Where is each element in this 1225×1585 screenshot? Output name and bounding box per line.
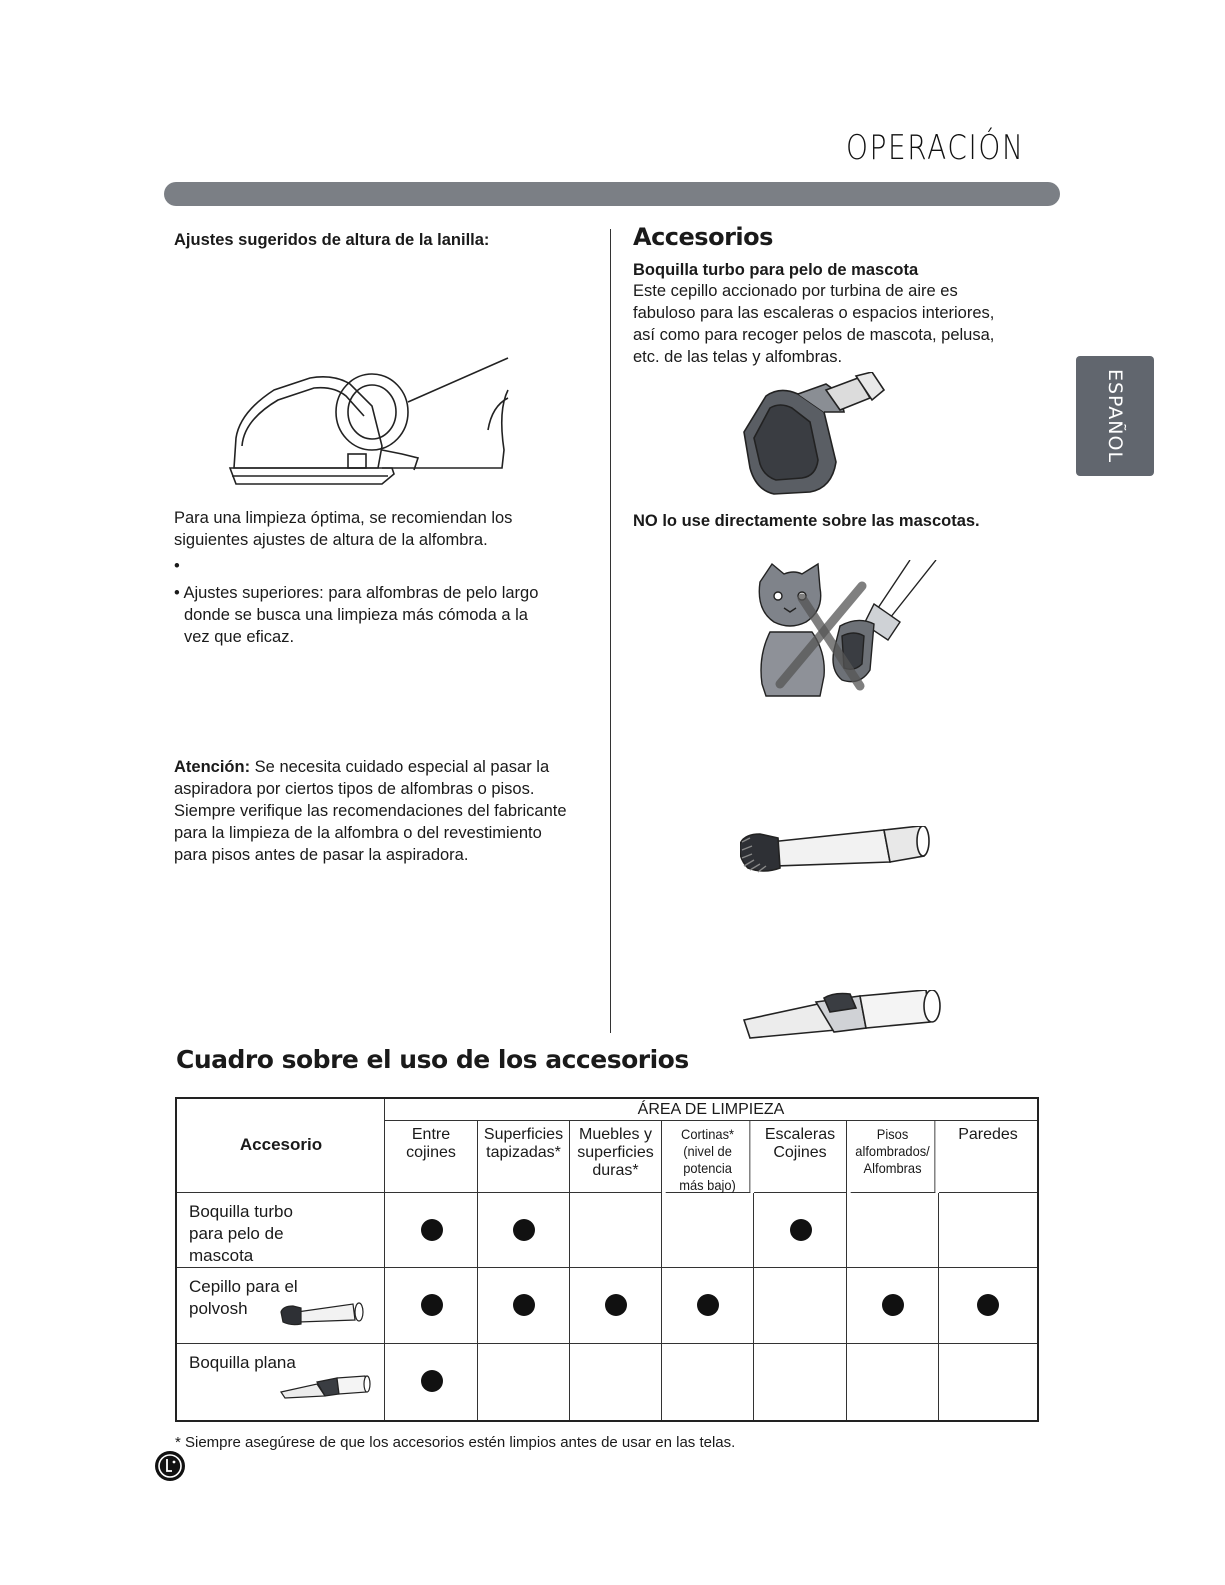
- column-header-0-l1: Entre: [411, 1126, 451, 1143]
- column-header-3-l1: Cortinas*: [681, 1126, 735, 1142]
- table-cell-2-0: [385, 1344, 478, 1420]
- table-row-label-2: [177, 1344, 385, 1420]
- usage-mark-icon: [421, 1294, 443, 1316]
- column-header-5-l2: alfombrados/: [855, 1143, 930, 1159]
- row-2-label-l1: Boquilla plana: [189, 1353, 296, 1372]
- table-cell-0-0: [385, 1193, 478, 1268]
- lg-logo-icon: [155, 1451, 185, 1481]
- turbo-desc-2: fabuloso para las escaleras o espacios interiores,: [633, 304, 995, 322]
- attention-line-1: [174, 756, 549, 778]
- table-cell-1-5: [847, 1268, 939, 1344]
- table-cell-2-4: [754, 1344, 847, 1420]
- table-row-label-1: [177, 1268, 385, 1344]
- attention-line-3: Siempre verifique las recomendaciones del fabricante: [174, 802, 567, 820]
- column-header-1-l2: tapizadas*: [486, 1144, 561, 1161]
- pet-warning: NO lo use directamente sobre las mascotas.: [633, 512, 980, 530]
- table-cell-2-5: [847, 1344, 939, 1420]
- row-0-label-l3: mascota: [189, 1246, 254, 1265]
- column-header-0: [385, 1121, 478, 1193]
- table-cell-0-6: [939, 1193, 1037, 1268]
- table-cell-0-1: [478, 1193, 570, 1268]
- usage-mark-icon: [513, 1219, 535, 1241]
- usage-mark-icon: [513, 1294, 535, 1316]
- row-1-label-l2: polvosh: [189, 1299, 248, 1318]
- accessories-heading: Accesorios: [633, 223, 773, 251]
- row-0-label-l2: para pelo de: [189, 1224, 284, 1243]
- column-header-6-l1: Paredes: [958, 1126, 1018, 1143]
- column-header-5: [851, 1121, 936, 1193]
- attention-line-5: para pisos antes de pasar la aspiradora.: [174, 846, 469, 864]
- dusting-brush-thumb-icon: [279, 1300, 371, 1326]
- table-cell-1-0: [385, 1268, 478, 1344]
- table-cell-0-4: [754, 1193, 847, 1268]
- column-header-3: [666, 1121, 751, 1193]
- turbo-desc-3: así como para recoger pelos de mascota, pelusa,: [633, 326, 995, 344]
- recommend-line-1: Para una limpieza óptima, se recomiendan los: [174, 509, 513, 527]
- accessory-usage-table: [175, 1097, 1039, 1422]
- table-cell-2-3: [662, 1344, 754, 1420]
- area-header-cell: [385, 1099, 1037, 1121]
- turbo-brush-illustration: [740, 372, 888, 502]
- usage-mark-icon: [697, 1294, 719, 1316]
- table-row-label-0: [177, 1193, 385, 1268]
- column-header-2: [570, 1121, 662, 1193]
- column-header-4-l1: Escaleras: [764, 1126, 836, 1143]
- column-header-2-l2: superficies: [577, 1144, 654, 1161]
- column-header-3-l3: más bajo): [679, 1177, 736, 1193]
- cat-crossed-out-illustration: [750, 560, 946, 700]
- recommend-line-2: siguientes ajustes de altura de la alfombra.: [174, 531, 488, 549]
- attention-text-1: Se necesita cuidado especial al pasar la: [250, 758, 550, 776]
- row-0-label-l1: Boquilla turbo: [189, 1202, 293, 1221]
- carpet-height-heading: Ajustes sugeridos de altura de la lanilla:: [174, 231, 490, 249]
- column-header-5-l3: Alfombras: [863, 1160, 922, 1176]
- turbo-desc-4: etc. de las telas y alfombras.: [633, 348, 843, 366]
- row-1-label-l1: Cepillo para el: [189, 1277, 298, 1296]
- dusting-brush-illustration: [740, 826, 932, 876]
- page-title: OPERACIÓN: [846, 128, 1025, 168]
- column-header-1: [478, 1121, 570, 1193]
- bullet-upper-line-3: vez que eficaz.: [184, 628, 295, 646]
- table-footnote: * Siempre asegúrese de que los accesorios estén limpios antes de usar en las telas.: [175, 1434, 736, 1451]
- column-header-0-l2: cojines: [406, 1144, 456, 1161]
- table-heading: Cuadro sobre el uso de los accesorios: [176, 1045, 689, 1074]
- column-header-3-l2: (nivel de potencia: [683, 1143, 732, 1176]
- table-cell-2-6: [939, 1344, 1037, 1420]
- table-cell-1-4: [754, 1268, 847, 1344]
- usage-mark-icon: [882, 1294, 904, 1316]
- usage-mark-icon: [421, 1219, 443, 1241]
- usage-mark-icon: [421, 1370, 443, 1392]
- usage-mark-icon: [605, 1294, 627, 1316]
- carpet-nozzle-illustration: [222, 350, 518, 490]
- area-header: ÁREA DE LIMPIEZA: [637, 1101, 785, 1118]
- table-cell-1-6: [939, 1268, 1037, 1344]
- table-cell-2-2: [570, 1344, 662, 1420]
- table-cell-0-2: [570, 1193, 662, 1268]
- usage-mark-icon: [977, 1294, 999, 1316]
- column-divider: [610, 229, 611, 1033]
- turbo-desc-1: Este cepillo accionado por turbina de aire es: [633, 282, 958, 300]
- language-tab: [1076, 356, 1154, 476]
- attention-line-4: para la limpieza de la alfombra o del revestimiento: [174, 824, 542, 842]
- bullet-upper-line-1: • Ajustes superiores: para alfombras de pelo largo: [174, 584, 539, 602]
- header-bar: [164, 182, 1060, 206]
- language-tab-label: ESPAÑOL: [1104, 368, 1126, 464]
- column-header-5-l1: Pisos: [876, 1126, 909, 1142]
- attention-line-2: aspiradora por ciertos tipos de alfombras o pisos.: [174, 780, 535, 798]
- bullet-upper-line-2: donde se busca una limpieza más cómoda a la: [184, 606, 528, 624]
- column-header-6: [939, 1121, 1037, 1193]
- table-cell-0-3: [662, 1193, 754, 1268]
- table-cell-2-1: [478, 1344, 570, 1420]
- usage-mark-icon: [790, 1219, 812, 1241]
- column-header-2-l3: duras*: [592, 1162, 639, 1179]
- column-header-2-l1: Muebles y: [579, 1126, 652, 1143]
- table-cell-0-5: [847, 1193, 939, 1268]
- turbo-subheading: Boquilla turbo para pelo de mascota: [633, 261, 919, 279]
- table-cell-1-2: [570, 1268, 662, 1344]
- column-header-4-l2: Cojines: [773, 1144, 827, 1161]
- table-cell-1-3: [662, 1268, 754, 1344]
- column-header-4: [754, 1121, 847, 1193]
- table-cell-1-1: [478, 1268, 570, 1344]
- crevice-tool-illustration: [740, 990, 948, 1042]
- column-header-1-l1: Superficies: [483, 1126, 564, 1143]
- bullet-empty: •: [174, 557, 180, 575]
- crevice-tool-thumb-icon: [279, 1374, 371, 1400]
- attention-label: Atención:: [174, 758, 251, 776]
- accessory-header-cell: [177, 1099, 385, 1193]
- accessory-header: Accesorio: [239, 1135, 323, 1154]
